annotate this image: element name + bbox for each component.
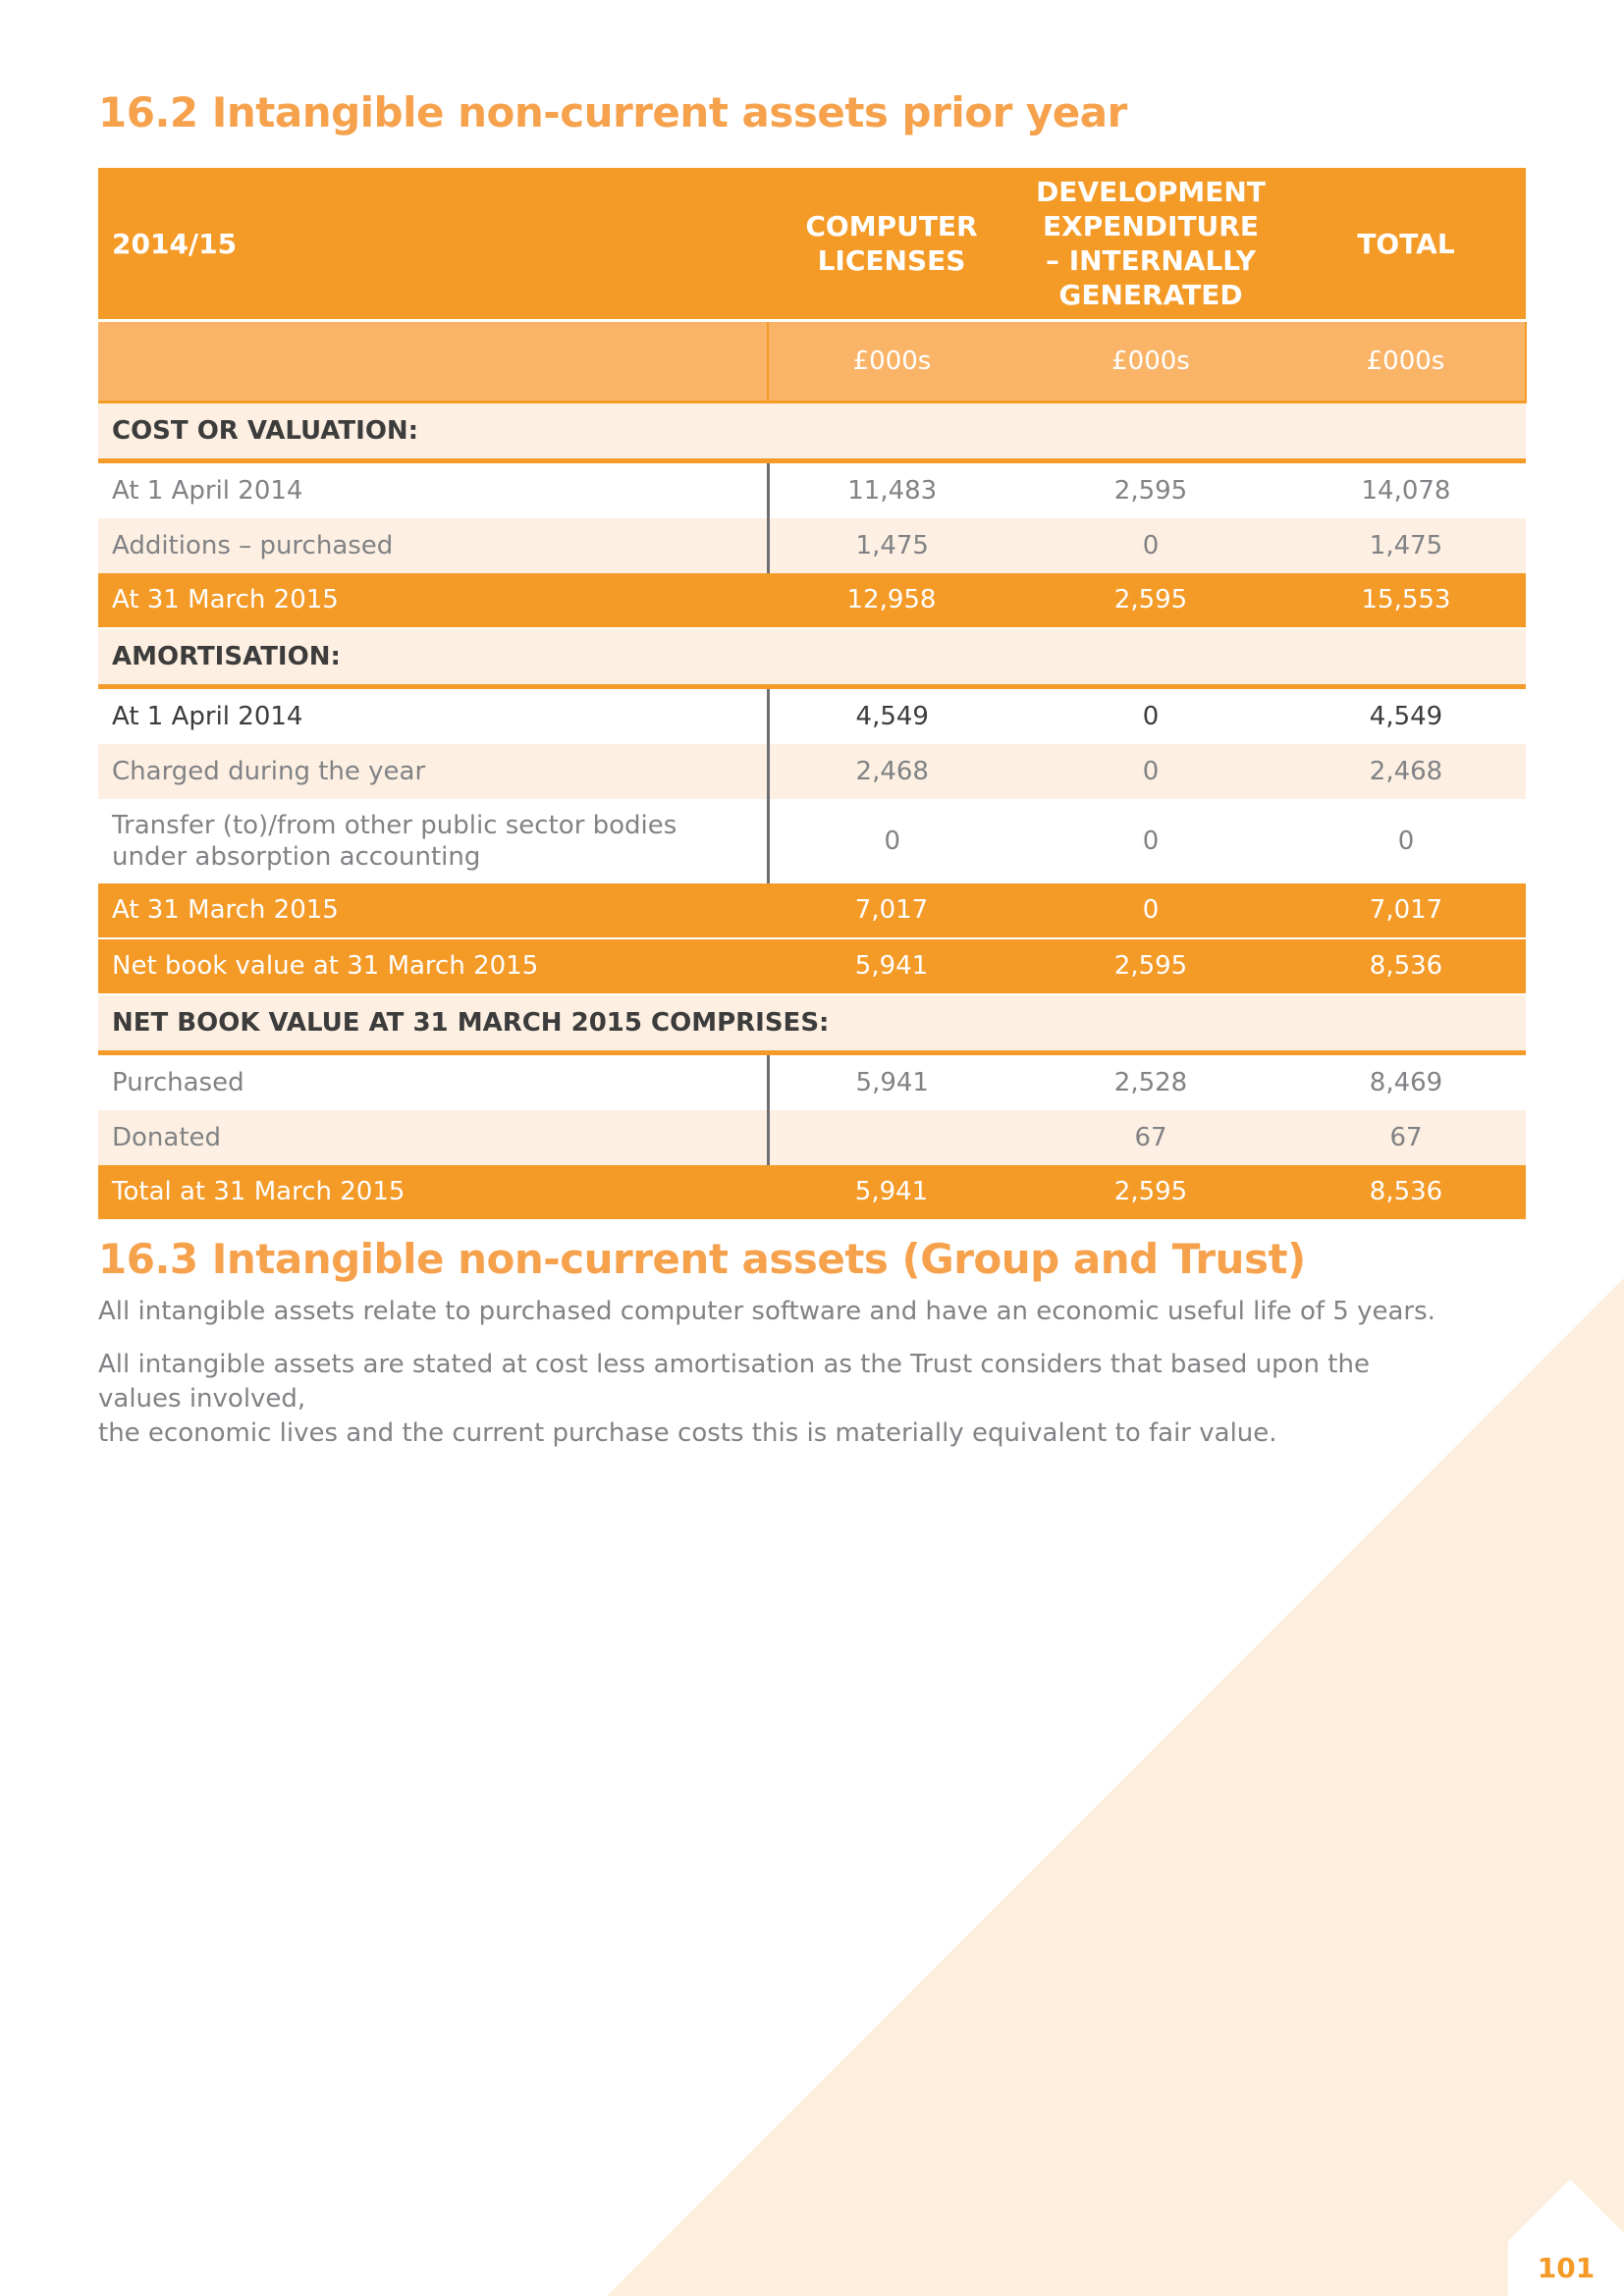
unit-total: £000s <box>1286 321 1526 402</box>
section-heading-row <box>98 628 1526 687</box>
cell-total: 67 <box>1286 1110 1526 1165</box>
row-label: Net book value at 31 March 2015 <box>98 938 768 994</box>
table-row <box>98 687 1526 745</box>
cell-computer: 1,475 <box>768 518 1015 573</box>
cell-development: 2,595 <box>1015 938 1286 994</box>
table-row <box>98 1053 1526 1111</box>
section-title-group-trust: 16.3 Intangible non-current assets (Group and Trust) <box>98 1235 1306 1283</box>
cell-total: 8,536 <box>1286 938 1526 994</box>
row-label: Charged during the year <box>98 744 768 799</box>
row-label: At 1 April 2014 <box>98 461 768 519</box>
row-label: At 1 April 2014 <box>98 687 768 745</box>
cell-development: 2,595 <box>1015 461 1286 519</box>
row-label: Purchased <box>98 1053 768 1111</box>
row-label: Total at 31 March 2015 <box>98 1165 768 1220</box>
header-dev-line-4: GENERATED <box>1058 279 1243 311</box>
unit-computer: £000s <box>768 321 1015 402</box>
paragraph-useful-life: All intangible assets relate to purchased computer software and have an economic useful life of 5 years. <box>98 1297 1435 1326</box>
header-development-expenditure <box>1015 168 1286 321</box>
intangible-assets-table <box>98 168 1527 1221</box>
section-heading-row <box>98 402 1526 461</box>
cell-computer <box>768 1110 1015 1165</box>
cell-development: 67 <box>1015 1110 1286 1165</box>
cell-total: 7,017 <box>1286 883 1526 938</box>
header-computer-line-2: LICENSES <box>817 244 966 277</box>
cell-development: 2,595 <box>1015 573 1286 628</box>
cell-development: 0 <box>1015 799 1286 883</box>
cell-development: 2,528 <box>1015 1053 1286 1111</box>
paragraph-line: All intangible assets are stated at cost less amortisation as the Trust considers that based upon the values involved, <box>98 1350 1370 1414</box>
table-row <box>98 518 1526 573</box>
cell-computer: 4,549 <box>768 687 1015 745</box>
row-label: At 31 March 2015 <box>98 883 768 938</box>
cell-development: 2,595 <box>1015 1165 1286 1220</box>
total-row <box>98 1165 1526 1220</box>
total-row <box>98 883 1526 938</box>
cell-computer: 0 <box>768 799 1015 883</box>
cell-computer: 7,017 <box>768 883 1015 938</box>
header-computer-licenses <box>768 168 1015 321</box>
paragraph-fair-value <box>98 1348 1453 1451</box>
unit-development: £000s <box>1015 321 1286 402</box>
units-blank <box>98 321 768 402</box>
cell-computer: 5,941 <box>768 1053 1015 1111</box>
cell-development: 0 <box>1015 744 1286 799</box>
cell-total: 8,469 <box>1286 1053 1526 1111</box>
units-row <box>98 321 1526 402</box>
table-row <box>98 799 1526 883</box>
total-row <box>98 938 1526 994</box>
header-dev-line-3: – INTERNALLY <box>1045 244 1257 277</box>
row-label: Donated <box>98 1110 768 1165</box>
amortisation-heading: AMORTISATION: <box>98 628 1526 687</box>
table-header-row <box>98 168 1526 321</box>
cell-development: 0 <box>1015 883 1286 938</box>
cell-total: 8,536 <box>1286 1165 1526 1220</box>
cell-computer: 2,468 <box>768 744 1015 799</box>
cell-total: 14,078 <box>1286 461 1526 519</box>
nbv-heading: NET BOOK VALUE AT 31 MARCH 2015 COMPRISES: <box>98 994 1526 1053</box>
paragraph-line: the economic lives and the current purchase costs this is materially equivalent to fair value. <box>98 1418 1277 1448</box>
header-total: TOTAL <box>1286 168 1526 321</box>
cell-total: 0 <box>1286 799 1526 883</box>
cost-heading: COST OR VALUATION: <box>98 402 1526 461</box>
header-dev-line-2: EXPENDITURE <box>1043 210 1259 242</box>
header-computer-line-1: COMPUTER <box>805 210 978 242</box>
header-dev-line-1: DEVELOPMENT <box>1036 176 1266 208</box>
page-number: 101 <box>1537 2252 1596 2284</box>
total-row <box>98 573 1526 628</box>
cell-computer: 12,958 <box>768 573 1015 628</box>
table-row <box>98 744 1526 799</box>
cell-computer: 5,941 <box>768 938 1015 994</box>
section-heading-row <box>98 994 1526 1053</box>
cell-development: 0 <box>1015 518 1286 573</box>
cell-computer: 11,483 <box>768 461 1015 519</box>
cell-total: 1,475 <box>1286 518 1526 573</box>
cell-computer: 5,941 <box>768 1165 1015 1220</box>
section-title-prior-year: 16.2 Intangible non-current assets prior year <box>98 88 1127 136</box>
row-label: Transfer (to)/from other public sector bodies under absorption accounting <box>98 799 768 883</box>
cell-total: 2,468 <box>1286 744 1526 799</box>
header-period: 2014/15 <box>98 168 768 321</box>
table-row <box>98 1110 1526 1165</box>
cell-total: 4,549 <box>1286 687 1526 745</box>
cell-total: 15,553 <box>1286 573 1526 628</box>
row-label: Additions – purchased <box>98 518 768 573</box>
row-label: At 31 March 2015 <box>98 573 768 628</box>
table-row <box>98 461 1526 519</box>
cell-development: 0 <box>1015 687 1286 745</box>
